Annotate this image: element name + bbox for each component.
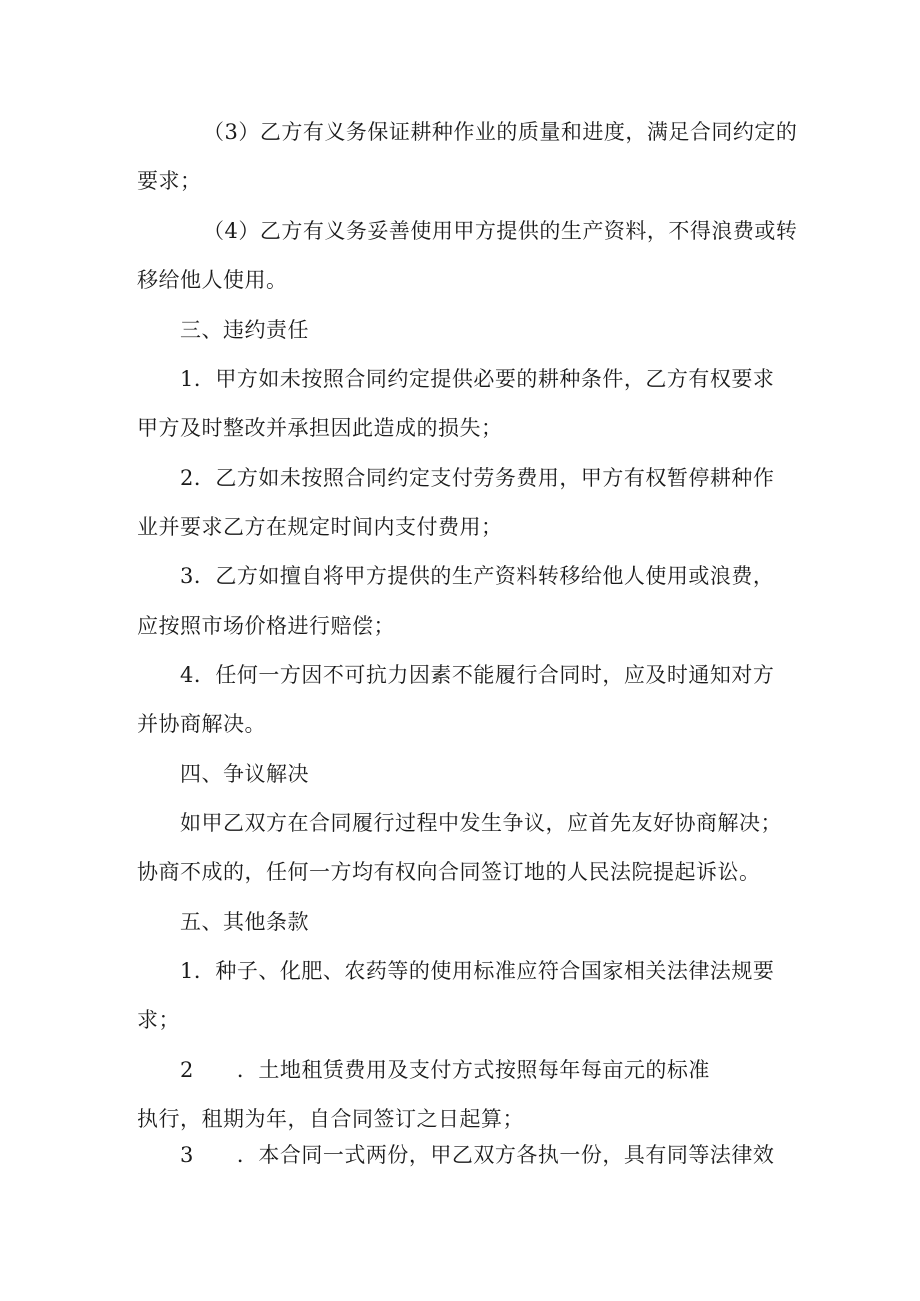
text-line: 移给他人使用。: [137, 268, 288, 292]
text-line: 3 ．本合同一式两份，甲乙双方各执一份，具有同等法律效: [180, 1143, 775, 1167]
text-line: （4）乙方有义务妥善使用甲方提供的生产资料，不得浪费或转: [203, 219, 798, 243]
text-line: 如甲乙双方在合同履行过程中发生争议，应首先友好协商解决；: [180, 811, 782, 835]
text-line: 2．乙方如未按照合同约定支付劳务费用，甲方有权暂停耕种作: [180, 466, 775, 490]
text-line: 1．甲方如未按照合同约定提供必要的耕种条件，乙方有权要求: [180, 367, 775, 391]
text-line: 并协商解决。: [137, 712, 266, 736]
text-line: 甲方及时整改并承担因此造成的损失；: [137, 416, 503, 440]
text-line: （3）乙方有义务保证耕种作业的质量和进度，满足合同约定的: [203, 120, 798, 144]
section-heading: 五、其他条款: [180, 910, 309, 934]
text-line: 执行，租期为年，自合同签订之日起算；: [137, 1107, 524, 1131]
text-line: 求；: [137, 1008, 180, 1032]
text-line: 1．种子、化肥、农药等的使用标准应符合国家相关法律法规要: [180, 959, 775, 983]
text-line: 应按照市场价格进行赔偿；: [137, 614, 395, 638]
text-line: 协商不成的，任何一方均有权向合同签订地的人民法院提起诉讼。: [137, 860, 761, 884]
text-line: 要求；: [137, 169, 202, 193]
text-line: 4．任何一方因不可抗力因素不能履行合同时，应及时通知对方: [180, 663, 775, 687]
text-line: 业并要求乙方在规定时间内支付费用；: [137, 515, 503, 539]
text-line: 2 ．土地租赁费用及支付方式按照每年每亩元的标准: [180, 1058, 710, 1082]
text-line: 3．乙方如擅自将甲方提供的生产资料转移给他人使用或浪费，: [180, 564, 775, 588]
section-heading: 四、争议解决: [180, 762, 309, 786]
section-heading: 三、违约责任: [180, 318, 309, 342]
